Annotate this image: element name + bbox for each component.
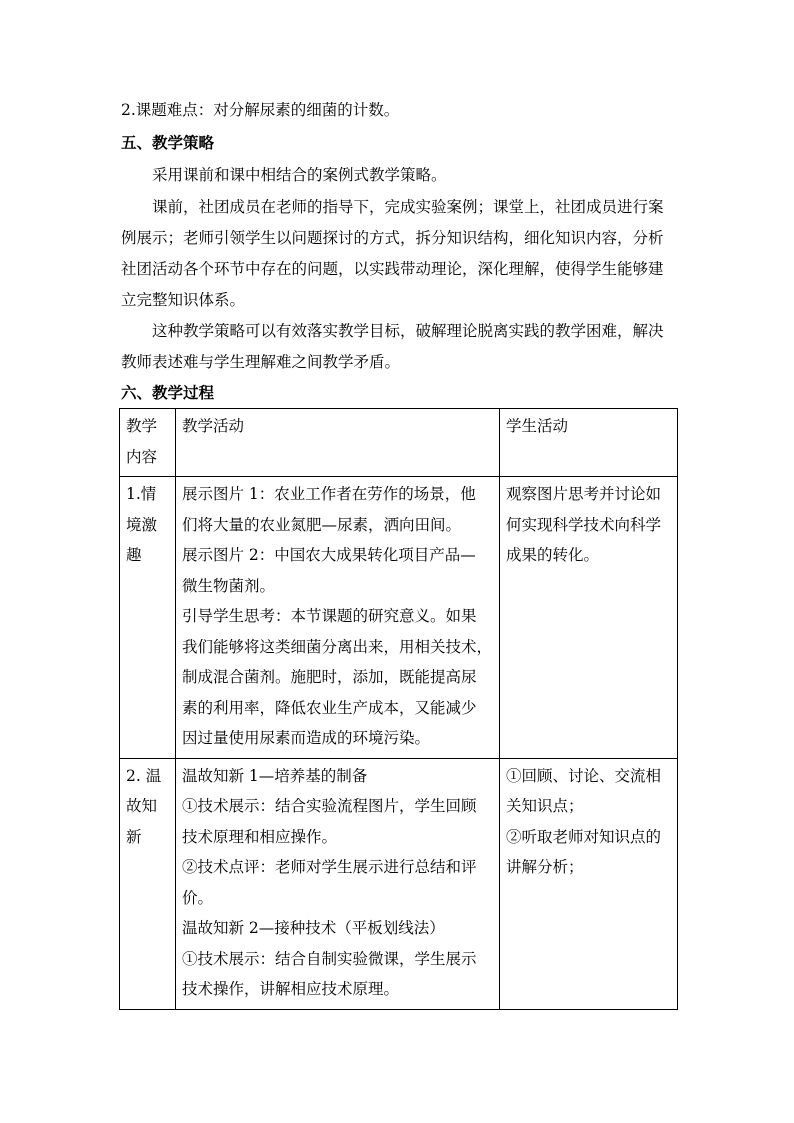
table-row: [120, 477, 678, 759]
table-row: [120, 758, 678, 1009]
header-student-activity: 学生活动: [500, 409, 678, 477]
cell-line: 技术操作，讲解相应技术原理。: [182, 980, 400, 998]
cell-line: ①回顾、讨论、交流相: [506, 766, 662, 785]
cell-line: 制成混合菌剂。施肥时，添加，既能提高尿: [182, 668, 477, 686]
teaching-process-table: [119, 408, 678, 1010]
cell-line: 趣: [126, 546, 142, 564]
cell-line: 何实现科学技术向科学: [506, 515, 662, 534]
table-header-row: [120, 409, 678, 477]
row-content-cell: [120, 758, 176, 1009]
strategy-paragraph-2-line: 立完整知识体系。: [121, 291, 246, 309]
row-teacher-cell: [176, 758, 500, 1009]
cell-line: ②听取老师对知识点的: [506, 827, 662, 846]
header-content-cell: [120, 409, 176, 477]
cell-line: 展示图片 1：农业工作者在劳作的场景，他: [182, 485, 476, 503]
strategy-paragraph-2-line: 社团活动各个环节中存在的问题，以实践带动理论，深化理解，使得学生能够建: [121, 260, 664, 278]
header-content-line: 教学: [126, 417, 158, 435]
cell-line: 2. 温: [126, 766, 162, 785]
strategy-paragraph-2-line: 例展示；老师引领学生以问题探讨的方式，拆分知识结构，细化知识内容，分析: [121, 229, 664, 247]
cell-line: ①技术展示：结合自制实验微课，学生展示: [182, 949, 477, 968]
header-content-line: 内容: [126, 447, 158, 466]
row-student-cell: [500, 758, 678, 1009]
section-5-title: 五、教学策略: [121, 133, 215, 152]
cell-line: 展示图片 2：中国农大成果转化项目产品—: [182, 546, 476, 564]
cell-line: 们将大量的农业氮肥—尿素，洒向田间。: [182, 515, 462, 534]
cell-line: 素的利用率，降低农业生产成本，又能减少: [182, 698, 477, 717]
strategy-paragraph-1: 采用课前和课中相结合的案例式教学策略。: [152, 166, 447, 184]
header-teacher-activity: 教学活动: [176, 409, 500, 477]
cell-line: 境激: [126, 515, 158, 534]
cell-line: ①技术展示：结合实验流程图片，学生回顾: [182, 797, 477, 815]
cell-line: 观察图片思考并讨论如: [506, 485, 662, 503]
strategy-paragraph-3-line: 这种教学策略可以有效落实教学目标，破解理论脱离实践的教学困难，解决: [152, 322, 664, 340]
cell-line: 价。: [182, 888, 214, 907]
cell-line: 温故知新 2—接种技术（平板划线法）: [182, 919, 445, 937]
cell-line: ②技术点评：老师对学生展示进行总结和评: [182, 858, 477, 876]
strategy-paragraph-3-line: 教师表述难与学生理解难之间教学矛盾。: [121, 353, 401, 371]
cell-line: 引导学生思考：本节课题的研究意义。如果: [182, 607, 477, 625]
row-content-cell: [120, 477, 176, 759]
cell-line: 新: [126, 827, 142, 846]
section-6-title: 六、教学过程: [121, 383, 215, 402]
cell-line: 1.情: [126, 485, 157, 503]
cell-line: 故知: [126, 797, 158, 815]
row-teacher-cell: [176, 477, 500, 759]
cell-line: 因过量使用尿素而造成的环境污染。: [182, 729, 431, 747]
cell-line: 成果的转化。: [506, 546, 600, 564]
cell-line: 技术原理和相应操作。: [182, 827, 338, 846]
row-student-cell: [500, 477, 678, 759]
cell-line: 我们能够将这类细菌分离出来，用相关技术，: [182, 637, 493, 656]
cell-line: 微生物菌剂。: [182, 576, 276, 595]
cell-line: 关知识点；: [506, 797, 584, 815]
cell-line: 温故知新 1—培养基的制备: [182, 766, 368, 785]
difficulty-paragraph: 2.课题难点：对分解尿素的细菌的计数。: [121, 101, 400, 119]
strategy-paragraph-2-line: 课前，社团成员在老师的指导下，完成实验案例；课堂上，社团成员进行案: [152, 198, 664, 216]
cell-line: 讲解分析；: [506, 858, 584, 876]
